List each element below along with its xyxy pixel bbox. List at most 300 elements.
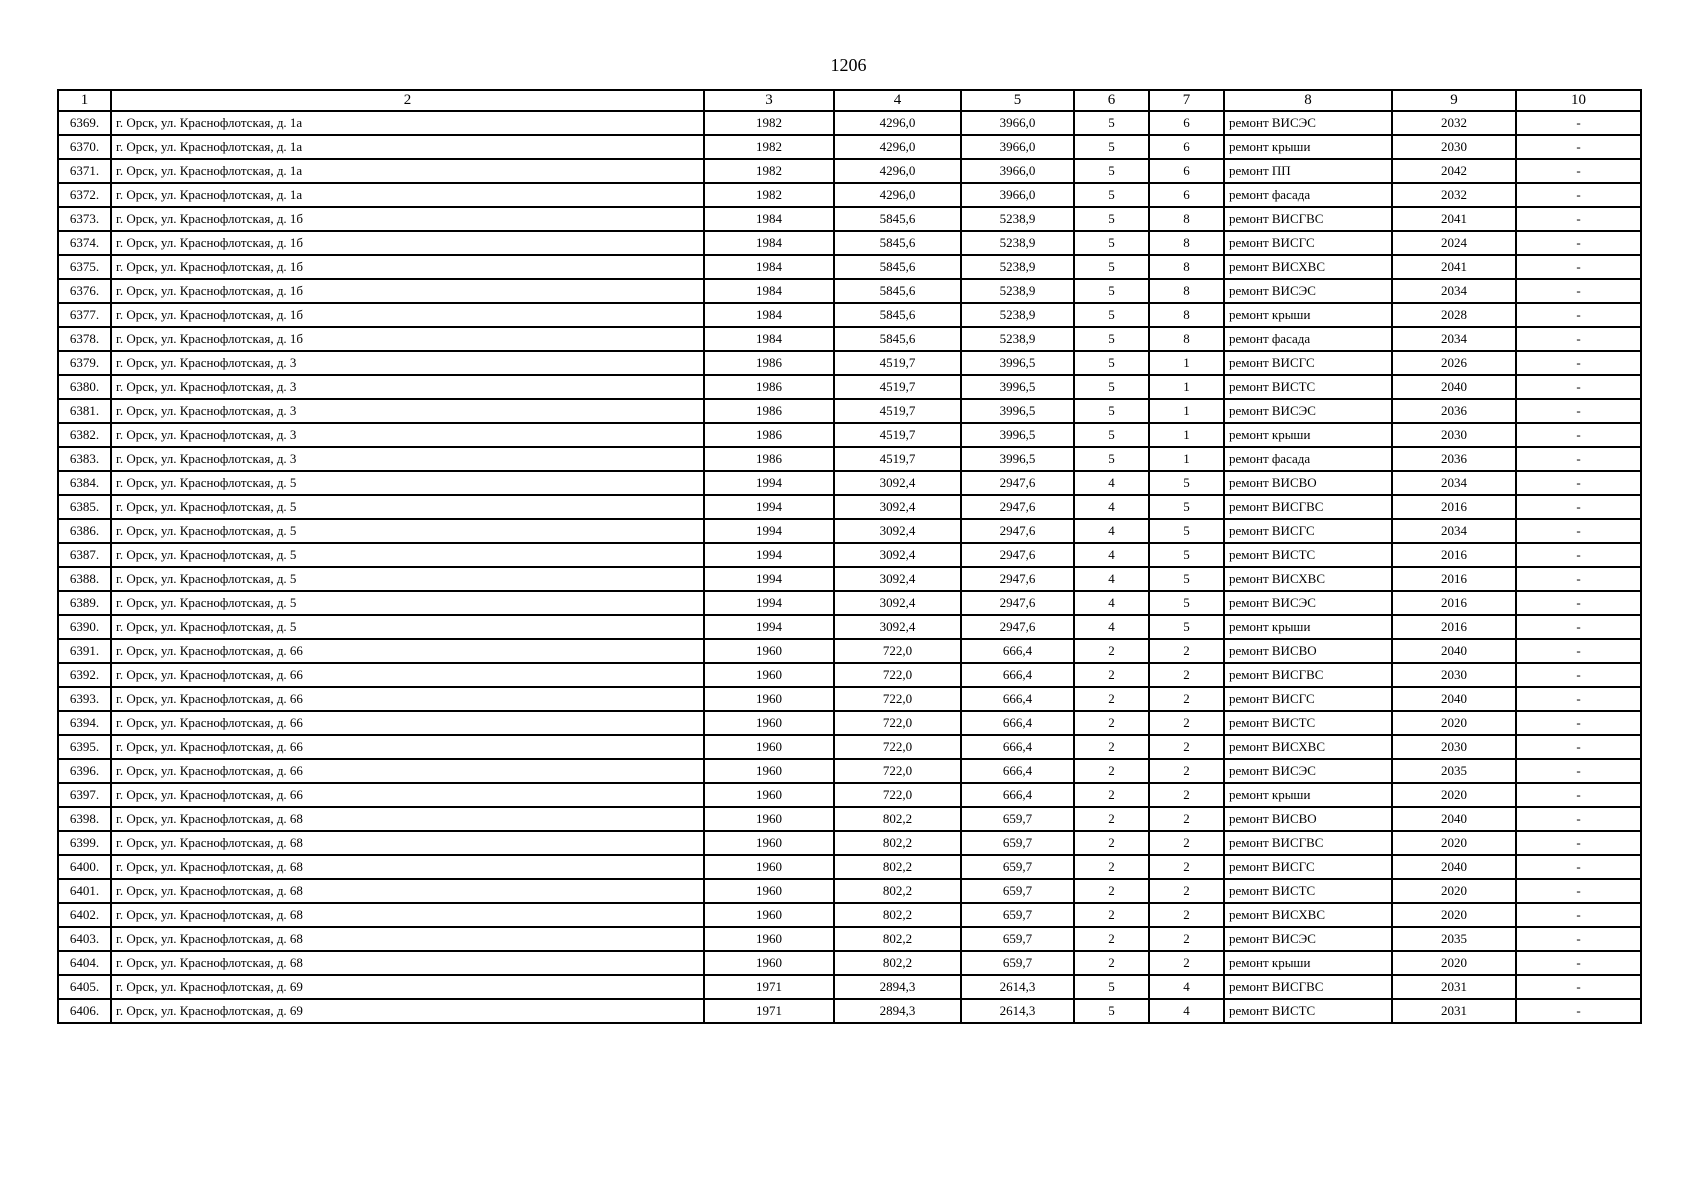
row-number-cell: 6390.: [58, 615, 111, 639]
address-cell: г. Орск, ул. Краснофлотская, д. 69: [111, 999, 704, 1023]
entrances-cell: 2: [1149, 687, 1224, 711]
note-cell: -: [1516, 903, 1641, 927]
build-year-cell: 1960: [704, 855, 834, 879]
planned-year-cell: 2032: [1392, 111, 1516, 135]
planned-year-cell: 2040: [1392, 687, 1516, 711]
address-cell: г. Орск, ул. Краснофлотская, д. 1б: [111, 327, 704, 351]
floors-cell: 5: [1074, 255, 1149, 279]
note-cell: -: [1516, 159, 1641, 183]
column-header: 8: [1224, 90, 1392, 111]
address-cell: г. Орск, ул. Краснофлотская, д. 1б: [111, 303, 704, 327]
total-area-cell: 5845,6: [834, 207, 961, 231]
planned-year-cell: 2034: [1392, 471, 1516, 495]
repair-type-cell: ремонт ВИСЭС: [1224, 759, 1392, 783]
address-cell: г. Орск, ул. Краснофлотская, д. 1а: [111, 135, 704, 159]
address-cell: г. Орск, ул. Краснофлотская, д. 3: [111, 375, 704, 399]
entrances-cell: 2: [1149, 759, 1224, 783]
repair-type-cell: ремонт фасада: [1224, 183, 1392, 207]
build-year-cell: 1984: [704, 327, 834, 351]
note-cell: -: [1516, 255, 1641, 279]
entrances-cell: 5: [1149, 567, 1224, 591]
table-row: [58, 327, 1641, 351]
column-header: 7: [1149, 90, 1224, 111]
repair-type-cell: ремонт ВИСГВС: [1224, 975, 1392, 999]
note-cell: -: [1516, 279, 1641, 303]
note-cell: -: [1516, 735, 1641, 759]
row-number-cell: 6387.: [58, 543, 111, 567]
floors-cell: 5: [1074, 327, 1149, 351]
entrances-cell: 2: [1149, 807, 1224, 831]
build-year-cell: 1986: [704, 399, 834, 423]
note-cell: -: [1516, 135, 1641, 159]
table-row: [58, 879, 1641, 903]
table-row: [58, 279, 1641, 303]
entrances-cell: 1: [1149, 399, 1224, 423]
planned-year-cell: 2020: [1392, 783, 1516, 807]
address-cell: г. Орск, ул. Краснофлотская, д. 66: [111, 735, 704, 759]
planned-year-cell: 2035: [1392, 759, 1516, 783]
table-row: [58, 567, 1641, 591]
address-cell: г. Орск, ул. Краснофлотская, д. 3: [111, 351, 704, 375]
note-cell: -: [1516, 399, 1641, 423]
address-cell: г. Орск, ул. Краснофлотская, д. 68: [111, 927, 704, 951]
table-row: [58, 759, 1641, 783]
living-area-cell: 666,4: [961, 687, 1074, 711]
note-cell: -: [1516, 303, 1641, 327]
row-number-cell: 6393.: [58, 687, 111, 711]
living-area-cell: 5238,9: [961, 303, 1074, 327]
row-number-cell: 6389.: [58, 591, 111, 615]
table-row: [58, 687, 1641, 711]
floors-cell: 4: [1074, 567, 1149, 591]
total-area-cell: 3092,4: [834, 591, 961, 615]
address-cell: г. Орск, ул. Краснофлотская, д. 5: [111, 615, 704, 639]
floors-cell: 2: [1074, 783, 1149, 807]
repair-type-cell: ремонт ВИСТС: [1224, 711, 1392, 735]
address-cell: г. Орск, ул. Краснофлотская, д. 68: [111, 951, 704, 975]
planned-year-cell: 2020: [1392, 951, 1516, 975]
row-number-cell: 6392.: [58, 663, 111, 687]
table-row: [58, 927, 1641, 951]
repair-type-cell: ремонт ВИСТС: [1224, 543, 1392, 567]
entrances-cell: 2: [1149, 711, 1224, 735]
floors-cell: 5: [1074, 975, 1149, 999]
build-year-cell: 1994: [704, 495, 834, 519]
column-number-row: [58, 90, 1641, 111]
total-area-cell: 722,0: [834, 711, 961, 735]
floors-cell: 5: [1074, 279, 1149, 303]
row-number-cell: 6386.: [58, 519, 111, 543]
planned-year-cell: 2032: [1392, 183, 1516, 207]
planned-year-cell: 2031: [1392, 999, 1516, 1023]
address-cell: г. Орск, ул. Краснофлотская, д. 5: [111, 591, 704, 615]
note-cell: -: [1516, 111, 1641, 135]
living-area-cell: 666,4: [961, 639, 1074, 663]
planned-year-cell: 2030: [1392, 735, 1516, 759]
living-area-cell: 5238,9: [961, 279, 1074, 303]
note-cell: -: [1516, 951, 1641, 975]
note-cell: -: [1516, 807, 1641, 831]
repair-type-cell: ремонт ВИСХВС: [1224, 567, 1392, 591]
table-row: [58, 303, 1641, 327]
address-cell: г. Орск, ул. Краснофлотская, д. 66: [111, 759, 704, 783]
row-number-cell: 6375.: [58, 255, 111, 279]
floors-cell: 2: [1074, 951, 1149, 975]
floors-cell: 4: [1074, 543, 1149, 567]
note-cell: -: [1516, 351, 1641, 375]
total-area-cell: 2894,3: [834, 999, 961, 1023]
entrances-cell: 8: [1149, 207, 1224, 231]
planned-year-cell: 2040: [1392, 807, 1516, 831]
total-area-cell: 5845,6: [834, 303, 961, 327]
row-number-cell: 6369.: [58, 111, 111, 135]
entrances-cell: 5: [1149, 591, 1224, 615]
repair-type-cell: ремонт ВИСГВС: [1224, 663, 1392, 687]
planned-year-cell: 2034: [1392, 279, 1516, 303]
table-row: [58, 159, 1641, 183]
living-area-cell: 666,4: [961, 759, 1074, 783]
column-header: 10: [1516, 90, 1641, 111]
repair-type-cell: ремонт ВИСГС: [1224, 519, 1392, 543]
total-area-cell: 802,2: [834, 807, 961, 831]
address-cell: г. Орск, ул. Краснофлотская, д. 5: [111, 471, 704, 495]
entrances-cell: 6: [1149, 135, 1224, 159]
address-cell: г. Орск, ул. Краснофлотская, д. 1б: [111, 255, 704, 279]
planned-year-cell: 2030: [1392, 423, 1516, 447]
note-cell: -: [1516, 543, 1641, 567]
table-row: [58, 591, 1641, 615]
row-number-cell: 6379.: [58, 351, 111, 375]
entrances-cell: 2: [1149, 831, 1224, 855]
column-header: 4: [834, 90, 961, 111]
total-area-cell: 3092,4: [834, 495, 961, 519]
row-number-cell: 6399.: [58, 831, 111, 855]
table-row: [58, 375, 1641, 399]
living-area-cell: 5238,9: [961, 231, 1074, 255]
table-row: [58, 783, 1641, 807]
build-year-cell: 1986: [704, 423, 834, 447]
floors-cell: 2: [1074, 927, 1149, 951]
living-area-cell: 3966,0: [961, 135, 1074, 159]
repair-type-cell: ремонт ВИСГС: [1224, 687, 1392, 711]
floors-cell: 2: [1074, 879, 1149, 903]
total-area-cell: 3092,4: [834, 519, 961, 543]
planned-year-cell: 2016: [1392, 567, 1516, 591]
address-cell: г. Орск, ул. Краснофлотская, д. 68: [111, 831, 704, 855]
build-year-cell: 1960: [704, 639, 834, 663]
table-row: [58, 711, 1641, 735]
note-cell: -: [1516, 495, 1641, 519]
planned-year-cell: 2041: [1392, 255, 1516, 279]
entrances-cell: 5: [1149, 471, 1224, 495]
entrances-cell: 2: [1149, 951, 1224, 975]
total-area-cell: 722,0: [834, 639, 961, 663]
row-number-cell: 6381.: [58, 399, 111, 423]
repair-type-cell: ремонт ВИСТС: [1224, 999, 1392, 1023]
address-cell: г. Орск, ул. Краснофлотская, д. 5: [111, 519, 704, 543]
floors-cell: 5: [1074, 159, 1149, 183]
note-cell: -: [1516, 783, 1641, 807]
floors-cell: 5: [1074, 351, 1149, 375]
row-number-cell: 6380.: [58, 375, 111, 399]
build-year-cell: 1994: [704, 567, 834, 591]
floors-cell: 5: [1074, 207, 1149, 231]
address-cell: г. Орск, ул. Краснофлотская, д. 66: [111, 663, 704, 687]
table-row: [58, 519, 1641, 543]
floors-cell: 5: [1074, 423, 1149, 447]
total-area-cell: 3092,4: [834, 471, 961, 495]
table-row: [58, 663, 1641, 687]
row-number-cell: 6370.: [58, 135, 111, 159]
total-area-cell: 722,0: [834, 687, 961, 711]
repair-type-cell: ремонт ВИСЭС: [1224, 591, 1392, 615]
address-cell: г. Орск, ул. Краснофлотская, д. 5: [111, 567, 704, 591]
build-year-cell: 1994: [704, 471, 834, 495]
build-year-cell: 1986: [704, 375, 834, 399]
address-cell: г. Орск, ул. Краснофлотская, д. 69: [111, 975, 704, 999]
total-area-cell: 802,2: [834, 879, 961, 903]
row-number-cell: 6371.: [58, 159, 111, 183]
repair-schedule-table: [57, 89, 1642, 1024]
repair-type-cell: ремонт фасада: [1224, 447, 1392, 471]
table-row: [58, 399, 1641, 423]
floors-cell: 5: [1074, 135, 1149, 159]
entrances-cell: 5: [1149, 519, 1224, 543]
total-area-cell: 802,2: [834, 855, 961, 879]
living-area-cell: 2614,3: [961, 999, 1074, 1023]
repair-type-cell: ремонт крыши: [1224, 303, 1392, 327]
repair-type-cell: ремонт ВИСЭС: [1224, 399, 1392, 423]
planned-year-cell: 2024: [1392, 231, 1516, 255]
repair-type-cell: ремонт ПП: [1224, 159, 1392, 183]
build-year-cell: 1984: [704, 255, 834, 279]
address-cell: г. Орск, ул. Краснофлотская, д. 1а: [111, 183, 704, 207]
planned-year-cell: 2036: [1392, 447, 1516, 471]
living-area-cell: 659,7: [961, 903, 1074, 927]
row-number-cell: 6374.: [58, 231, 111, 255]
entrances-cell: 6: [1149, 111, 1224, 135]
living-area-cell: 2947,6: [961, 519, 1074, 543]
planned-year-cell: 2020: [1392, 711, 1516, 735]
row-number-cell: 6402.: [58, 903, 111, 927]
table-row: [58, 999, 1641, 1023]
address-cell: г. Орск, ул. Краснофлотская, д. 68: [111, 855, 704, 879]
row-number-cell: 6400.: [58, 855, 111, 879]
row-number-cell: 6394.: [58, 711, 111, 735]
floors-cell: 5: [1074, 303, 1149, 327]
repair-type-cell: ремонт ВИСВО: [1224, 639, 1392, 663]
table-row: [58, 471, 1641, 495]
entrances-cell: 4: [1149, 975, 1224, 999]
note-cell: -: [1516, 759, 1641, 783]
repair-type-cell: ремонт ВИСХВС: [1224, 903, 1392, 927]
planned-year-cell: 2030: [1392, 135, 1516, 159]
note-cell: -: [1516, 231, 1641, 255]
column-header: 2: [111, 90, 704, 111]
build-year-cell: 1984: [704, 207, 834, 231]
build-year-cell: 1971: [704, 975, 834, 999]
note-cell: -: [1516, 879, 1641, 903]
build-year-cell: 1982: [704, 111, 834, 135]
total-area-cell: 3092,4: [834, 543, 961, 567]
repair-type-cell: ремонт ВИСТС: [1224, 879, 1392, 903]
floors-cell: 2: [1074, 855, 1149, 879]
note-cell: -: [1516, 687, 1641, 711]
planned-year-cell: 2036: [1392, 399, 1516, 423]
repair-type-cell: ремонт ВИСГВС: [1224, 495, 1392, 519]
repair-type-cell: ремонт фасада: [1224, 327, 1392, 351]
floors-cell: 2: [1074, 807, 1149, 831]
note-cell: -: [1516, 615, 1641, 639]
living-area-cell: 3996,5: [961, 447, 1074, 471]
table-row: [58, 855, 1641, 879]
living-area-cell: 659,7: [961, 951, 1074, 975]
table-row: [58, 207, 1641, 231]
total-area-cell: 4296,0: [834, 159, 961, 183]
table-row: [58, 975, 1641, 999]
total-area-cell: 722,0: [834, 783, 961, 807]
total-area-cell: 4519,7: [834, 447, 961, 471]
build-year-cell: 1960: [704, 663, 834, 687]
row-number-cell: 6376.: [58, 279, 111, 303]
address-cell: г. Орск, ул. Краснофлотская, д. 5: [111, 495, 704, 519]
floors-cell: 5: [1074, 183, 1149, 207]
floors-cell: 5: [1074, 399, 1149, 423]
build-year-cell: 1982: [704, 159, 834, 183]
build-year-cell: 1984: [704, 231, 834, 255]
address-cell: г. Орск, ул. Краснофлотская, д. 1б: [111, 207, 704, 231]
note-cell: -: [1516, 999, 1641, 1023]
living-area-cell: 2947,6: [961, 567, 1074, 591]
total-area-cell: 3092,4: [834, 615, 961, 639]
build-year-cell: 1960: [704, 735, 834, 759]
column-header: 1: [58, 90, 111, 111]
row-number-cell: 6382.: [58, 423, 111, 447]
repair-type-cell: ремонт ВИСГС: [1224, 231, 1392, 255]
total-area-cell: 802,2: [834, 951, 961, 975]
build-year-cell: 1960: [704, 903, 834, 927]
build-year-cell: 1994: [704, 615, 834, 639]
note-cell: -: [1516, 711, 1641, 735]
repair-type-cell: ремонт ВИСХВС: [1224, 255, 1392, 279]
living-area-cell: 3996,5: [961, 375, 1074, 399]
total-area-cell: 4296,0: [834, 183, 961, 207]
entrances-cell: 2: [1149, 927, 1224, 951]
note-cell: -: [1516, 567, 1641, 591]
table-row: [58, 135, 1641, 159]
entrances-cell: 8: [1149, 303, 1224, 327]
living-area-cell: 5238,9: [961, 327, 1074, 351]
total-area-cell: 4519,7: [834, 375, 961, 399]
table-row: [58, 495, 1641, 519]
build-year-cell: 1986: [704, 351, 834, 375]
note-cell: -: [1516, 447, 1641, 471]
table-row: [58, 255, 1641, 279]
living-area-cell: 2614,3: [961, 975, 1074, 999]
repair-type-cell: ремонт ВИСЭС: [1224, 111, 1392, 135]
column-header: 6: [1074, 90, 1149, 111]
floors-cell: 2: [1074, 831, 1149, 855]
planned-year-cell: 2020: [1392, 903, 1516, 927]
total-area-cell: 802,2: [834, 903, 961, 927]
row-number-cell: 6378.: [58, 327, 111, 351]
row-number-cell: 6401.: [58, 879, 111, 903]
repair-type-cell: ремонт ВИСХВС: [1224, 735, 1392, 759]
planned-year-cell: 2020: [1392, 831, 1516, 855]
entrances-cell: 2: [1149, 663, 1224, 687]
living-area-cell: 3996,5: [961, 423, 1074, 447]
note-cell: -: [1516, 519, 1641, 543]
planned-year-cell: 2031: [1392, 975, 1516, 999]
repair-type-cell: ремонт крыши: [1224, 951, 1392, 975]
table-row: [58, 543, 1641, 567]
entrances-cell: 2: [1149, 735, 1224, 759]
note-cell: -: [1516, 207, 1641, 231]
address-cell: г. Орск, ул. Краснофлотская, д. 66: [111, 687, 704, 711]
entrances-cell: 1: [1149, 351, 1224, 375]
living-area-cell: 666,4: [961, 663, 1074, 687]
row-number-cell: 6398.: [58, 807, 111, 831]
repair-type-cell: ремонт ВИСГС: [1224, 855, 1392, 879]
living-area-cell: 659,7: [961, 927, 1074, 951]
repair-type-cell: ремонт ВИСЭС: [1224, 279, 1392, 303]
row-number-cell: 6373.: [58, 207, 111, 231]
note-cell: -: [1516, 855, 1641, 879]
floors-cell: 2: [1074, 711, 1149, 735]
living-area-cell: 2947,6: [961, 591, 1074, 615]
build-year-cell: 1960: [704, 927, 834, 951]
row-number-cell: 6384.: [58, 471, 111, 495]
row-number-cell: 6385.: [58, 495, 111, 519]
total-area-cell: 722,0: [834, 663, 961, 687]
total-area-cell: 3092,4: [834, 567, 961, 591]
row-number-cell: 6404.: [58, 951, 111, 975]
living-area-cell: 659,7: [961, 879, 1074, 903]
build-year-cell: 1984: [704, 303, 834, 327]
table-row: [58, 447, 1641, 471]
address-cell: г. Орск, ул. Краснофлотская, д. 66: [111, 639, 704, 663]
planned-year-cell: 2016: [1392, 615, 1516, 639]
floors-cell: 5: [1074, 999, 1149, 1023]
repair-type-cell: ремонт крыши: [1224, 423, 1392, 447]
build-year-cell: 1994: [704, 543, 834, 567]
planned-year-cell: 2020: [1392, 879, 1516, 903]
row-number-cell: 6403.: [58, 927, 111, 951]
living-area-cell: 659,7: [961, 855, 1074, 879]
living-area-cell: 666,4: [961, 783, 1074, 807]
repair-type-cell: ремонт крыши: [1224, 783, 1392, 807]
row-number-cell: 6395.: [58, 735, 111, 759]
entrances-cell: 1: [1149, 423, 1224, 447]
repair-type-cell: ремонт крыши: [1224, 615, 1392, 639]
table-row: [58, 111, 1641, 135]
floors-cell: 2: [1074, 735, 1149, 759]
total-area-cell: 5845,6: [834, 327, 961, 351]
table-row: [58, 639, 1641, 663]
row-number-cell: 6391.: [58, 639, 111, 663]
table-row: [58, 735, 1641, 759]
floors-cell: 5: [1074, 231, 1149, 255]
row-number-cell: 6405.: [58, 975, 111, 999]
repair-type-cell: ремонт ВИСГВС: [1224, 207, 1392, 231]
address-cell: г. Орск, ул. Краснофлотская, д. 68: [111, 879, 704, 903]
entrances-cell: 2: [1149, 855, 1224, 879]
floors-cell: 4: [1074, 591, 1149, 615]
entrances-cell: 5: [1149, 615, 1224, 639]
note-cell: -: [1516, 975, 1641, 999]
note-cell: -: [1516, 927, 1641, 951]
build-year-cell: 1960: [704, 783, 834, 807]
